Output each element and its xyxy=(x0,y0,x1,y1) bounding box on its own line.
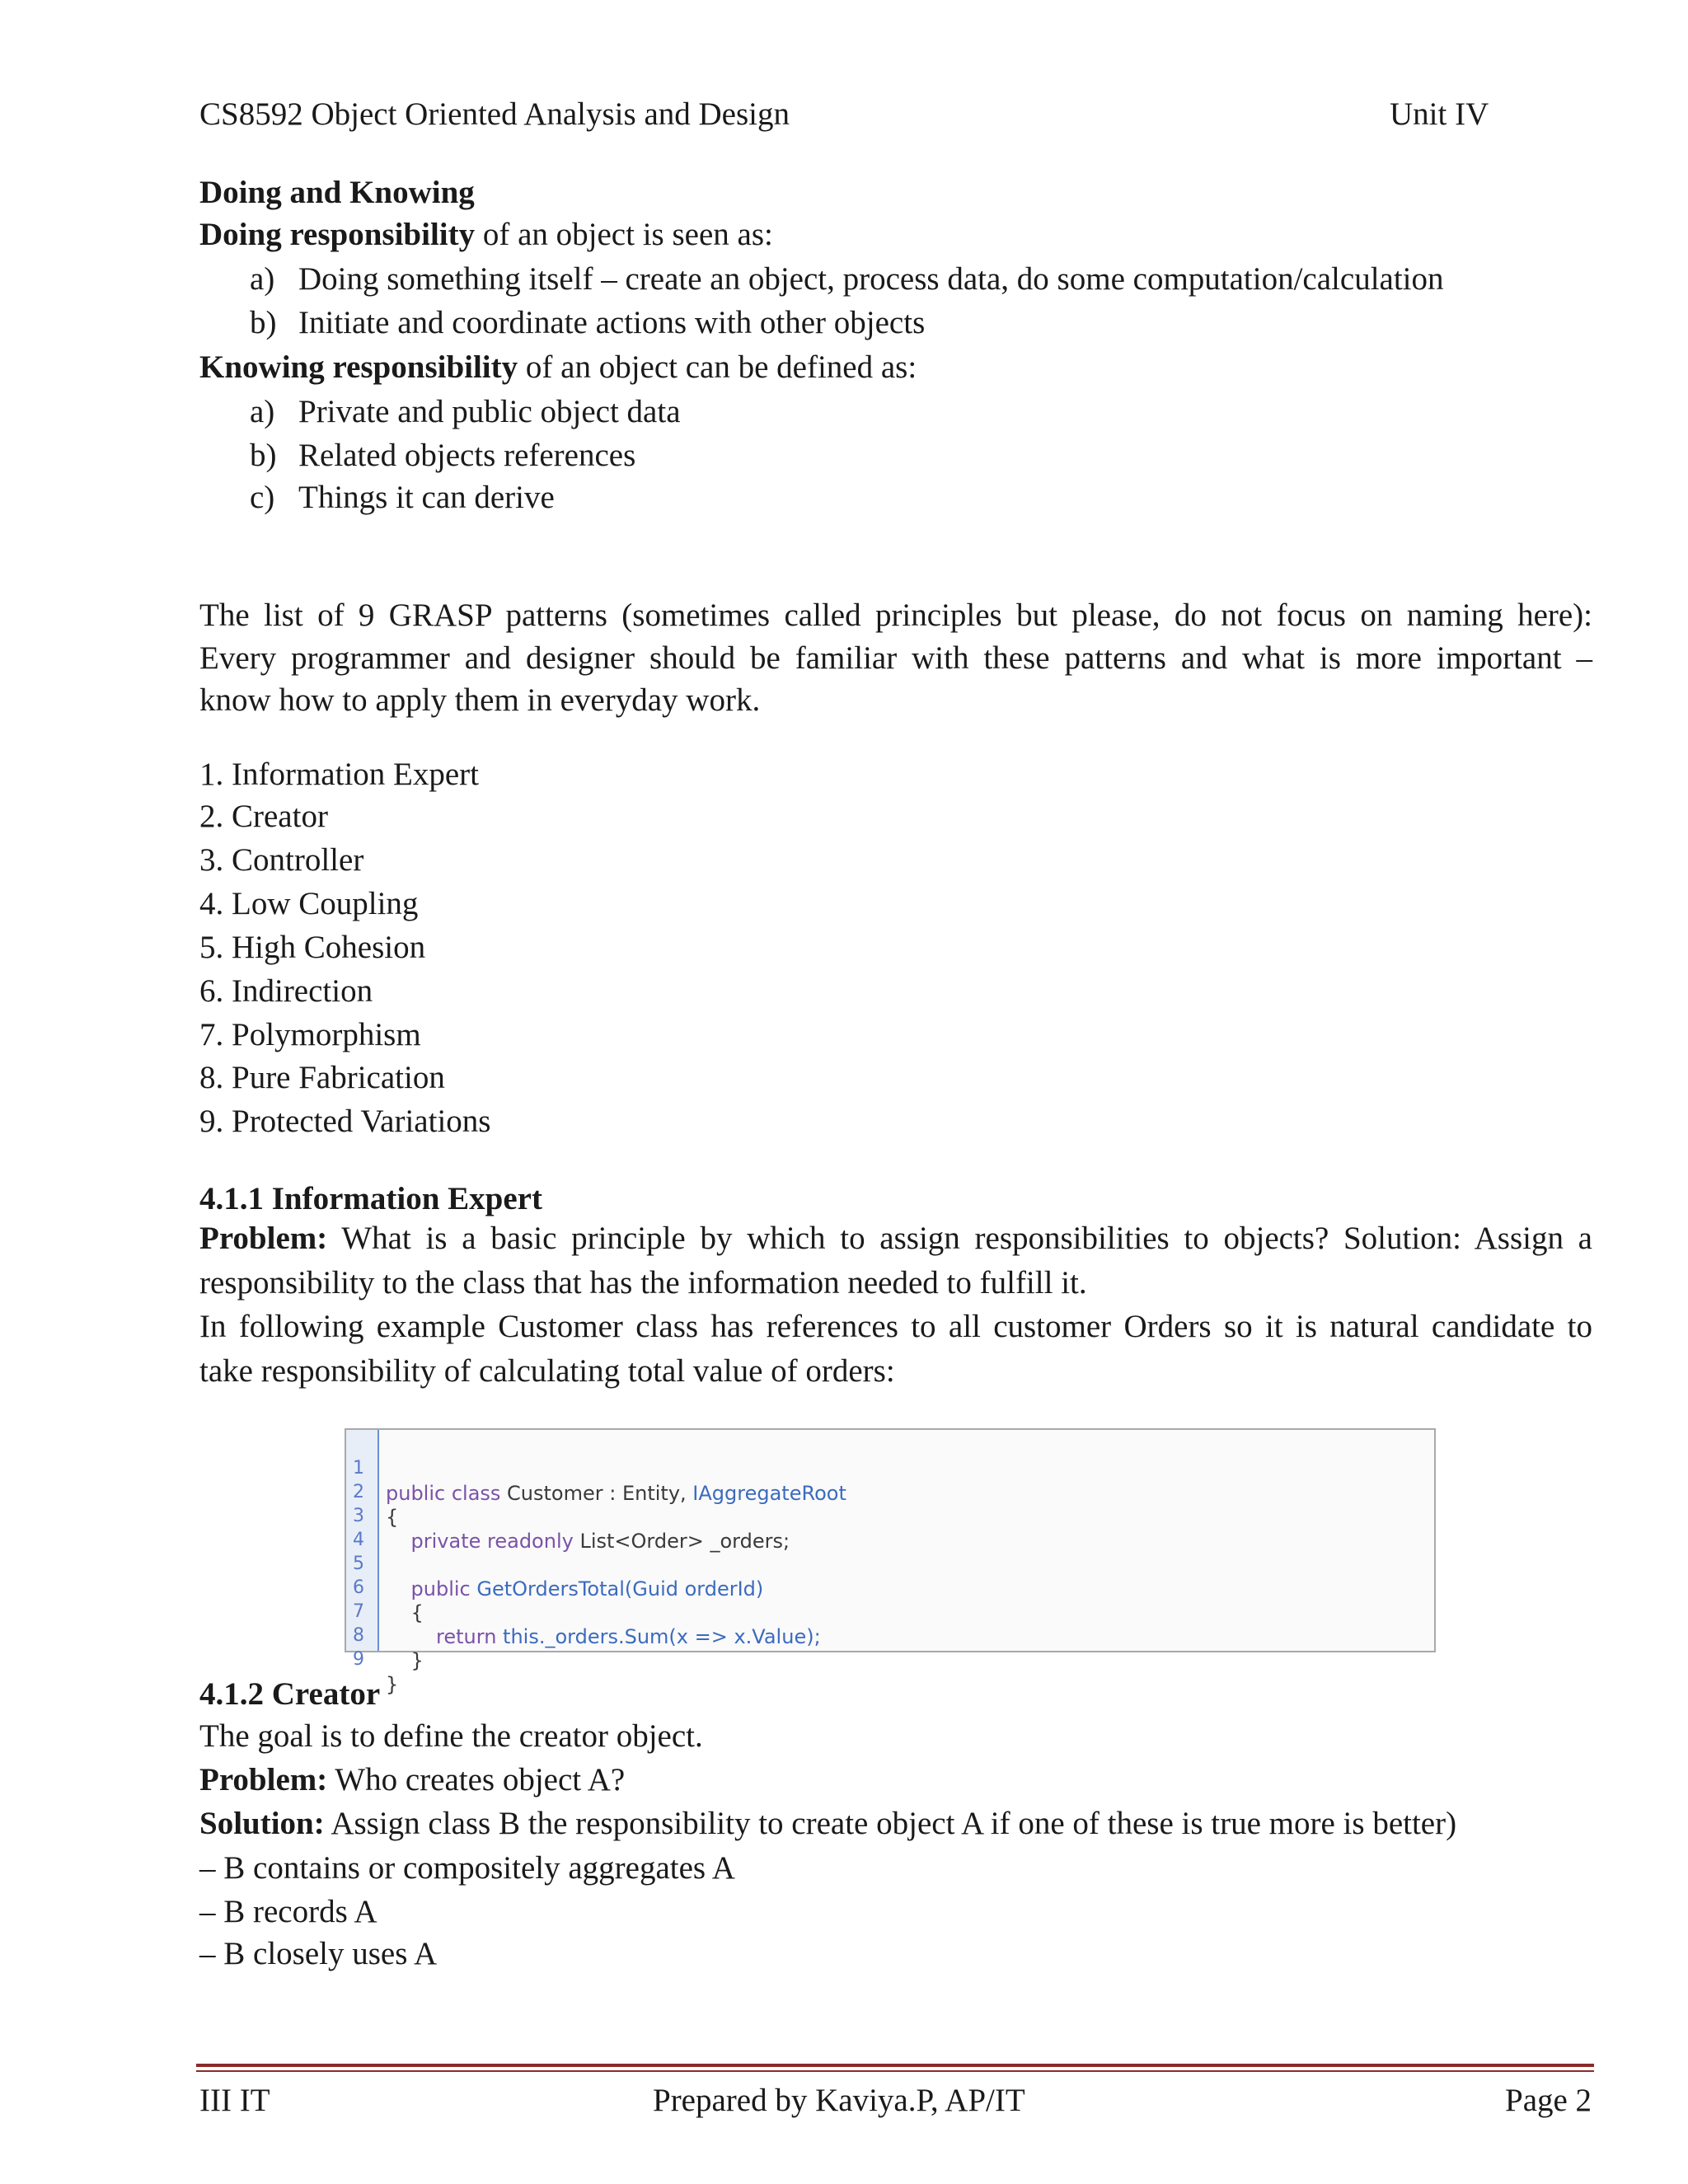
pattern-item: 9. Protected Variations xyxy=(199,1104,491,1139)
info-expert-problem-line xyxy=(199,1222,1592,1254)
solution-label: Solution: xyxy=(199,1806,325,1841)
creator-bullet: – B closely uses A xyxy=(199,1936,438,1971)
line-number: 8 xyxy=(353,1625,364,1646)
doing-item-label: b) xyxy=(250,305,277,340)
info-expert-line: responsibility to the class that has the information needed to fulfill it. xyxy=(199,1265,1087,1301)
knowing-item-label: c) xyxy=(250,480,275,515)
footer-class: III IT xyxy=(199,2083,270,2118)
code-keyword: private readonly xyxy=(386,1530,580,1553)
footer-author: Prepared by Kaviya.P, AP/IT xyxy=(653,2083,1025,2118)
line-number: 6 xyxy=(353,1577,364,1598)
knowing-item-label: a) xyxy=(250,394,275,429)
creator-goal: The goal is to define the creator object. xyxy=(199,1718,703,1754)
doing-responsibility-text: of an object is seen as: xyxy=(475,217,773,252)
line-number: 7 xyxy=(353,1601,364,1622)
info-expert-line: In following example Customer class has references to all customer Orders so it is natural candidate to xyxy=(199,1309,1592,1344)
code-keyword: public xyxy=(386,1577,477,1601)
info-expert-heading: 4.1.1 Information Expert xyxy=(199,1181,542,1216)
code-line xyxy=(346,1455,399,1529)
creator-solution-line xyxy=(199,1807,1456,1840)
doing-knowing-heading: Doing and Knowing xyxy=(199,175,475,210)
creator-heading: 4.1.2 Creator xyxy=(199,1676,381,1712)
knowing-item: Private and public object data xyxy=(298,394,681,429)
creator-bullet: – B contains or compositely aggregates A xyxy=(199,1850,735,1886)
pattern-item: 2. Creator xyxy=(199,799,328,834)
header-unit: Unit IV xyxy=(1390,96,1489,132)
info-expert-problem-text: What is a basic principle by which to assign responsibilities to objects? Solution: Assign a xyxy=(327,1221,1592,1256)
doing-responsibility-line xyxy=(199,218,773,251)
code-line xyxy=(346,1599,424,1672)
code-text: } xyxy=(386,1649,424,1672)
code-keyword: return xyxy=(386,1625,504,1648)
knowing-item: Related objects references xyxy=(298,438,636,473)
footer-page-number: Page 2 xyxy=(1505,2083,1592,2118)
footer-rule xyxy=(196,2064,1594,2067)
code-text: { xyxy=(386,1601,424,1624)
problem-label: Problem: xyxy=(199,1221,328,1256)
code-text: Customer : Entity, xyxy=(507,1482,693,1505)
code-line xyxy=(346,1503,384,1550)
code-line xyxy=(346,1432,846,1505)
doing-responsibility-term: Doing responsibility xyxy=(199,217,476,252)
pattern-item: 1. Information Expert xyxy=(199,757,479,792)
intro-line: The list of 9 GRASP patterns (sometimes called principles but please, do not focus on naming here): xyxy=(199,598,1592,633)
creator-problem-text: Who creates object A? xyxy=(327,1762,626,1797)
pattern-item: 5. High Cohesion xyxy=(199,930,426,965)
line-number: 1 xyxy=(353,1458,364,1479)
intro-line: Every programmer and designer should be familiar with these patterns and what is more important – xyxy=(199,640,1592,676)
pattern-item: 6. Indirection xyxy=(199,973,373,1009)
pattern-item: 7. Polymorphism xyxy=(199,1017,421,1052)
code-snippet xyxy=(345,1428,1436,1696)
code-text: { xyxy=(386,1506,399,1529)
line-number: 2 xyxy=(353,1482,364,1502)
intro-line: know how to apply them in everyday work. xyxy=(199,682,761,718)
code-line xyxy=(346,1551,424,1624)
doing-item: Doing something itself – create an object, process data, do some computation/calculation xyxy=(298,261,1444,297)
doing-item: Initiate and coordinate actions with other objects xyxy=(298,305,926,340)
creator-solution-text: Assign class B the responsibility to create object A if one of these is true more is better) xyxy=(324,1806,1457,1841)
knowing-responsibility-term: Knowing responsibility xyxy=(199,349,518,385)
info-expert-line: take responsibility of calculating total value of orders: xyxy=(199,1353,895,1389)
knowing-item: Things it can derive xyxy=(298,480,555,515)
code-line xyxy=(346,1623,399,1696)
code-text: this._orders.Sum(x => x.Value); xyxy=(503,1625,821,1648)
line-number: 9 xyxy=(353,1649,364,1670)
doing-item-label: a) xyxy=(250,261,275,297)
code-text: } xyxy=(386,1673,399,1696)
knowing-responsibility-text: of an object can be defined as: xyxy=(518,349,917,385)
footer-rule-thin xyxy=(196,2070,1594,2072)
line-number: 5 xyxy=(353,1554,364,1574)
pattern-item: 8. Pure Fabrication xyxy=(199,1060,445,1095)
pattern-item: 3. Controller xyxy=(199,842,364,878)
pattern-item: 4. Low Coupling xyxy=(199,886,419,921)
code-text: GetOrdersTotal(Guid orderId) xyxy=(476,1577,764,1601)
problem-label: Problem: xyxy=(199,1762,328,1797)
knowing-item-label: b) xyxy=(250,438,277,473)
line-number: 3 xyxy=(353,1506,364,1526)
line-number: 4 xyxy=(353,1530,364,1550)
code-type: IAggregateRoot xyxy=(692,1482,846,1505)
creator-bullet: – B records A xyxy=(199,1894,377,1929)
knowing-responsibility-line xyxy=(199,351,917,383)
header-course-title: CS8592 Object Oriented Analysis and Design xyxy=(199,96,790,132)
creator-problem-line xyxy=(199,1764,625,1796)
code-keyword: public class xyxy=(386,1482,508,1505)
code-text: List<Order> _orders; xyxy=(579,1530,790,1553)
